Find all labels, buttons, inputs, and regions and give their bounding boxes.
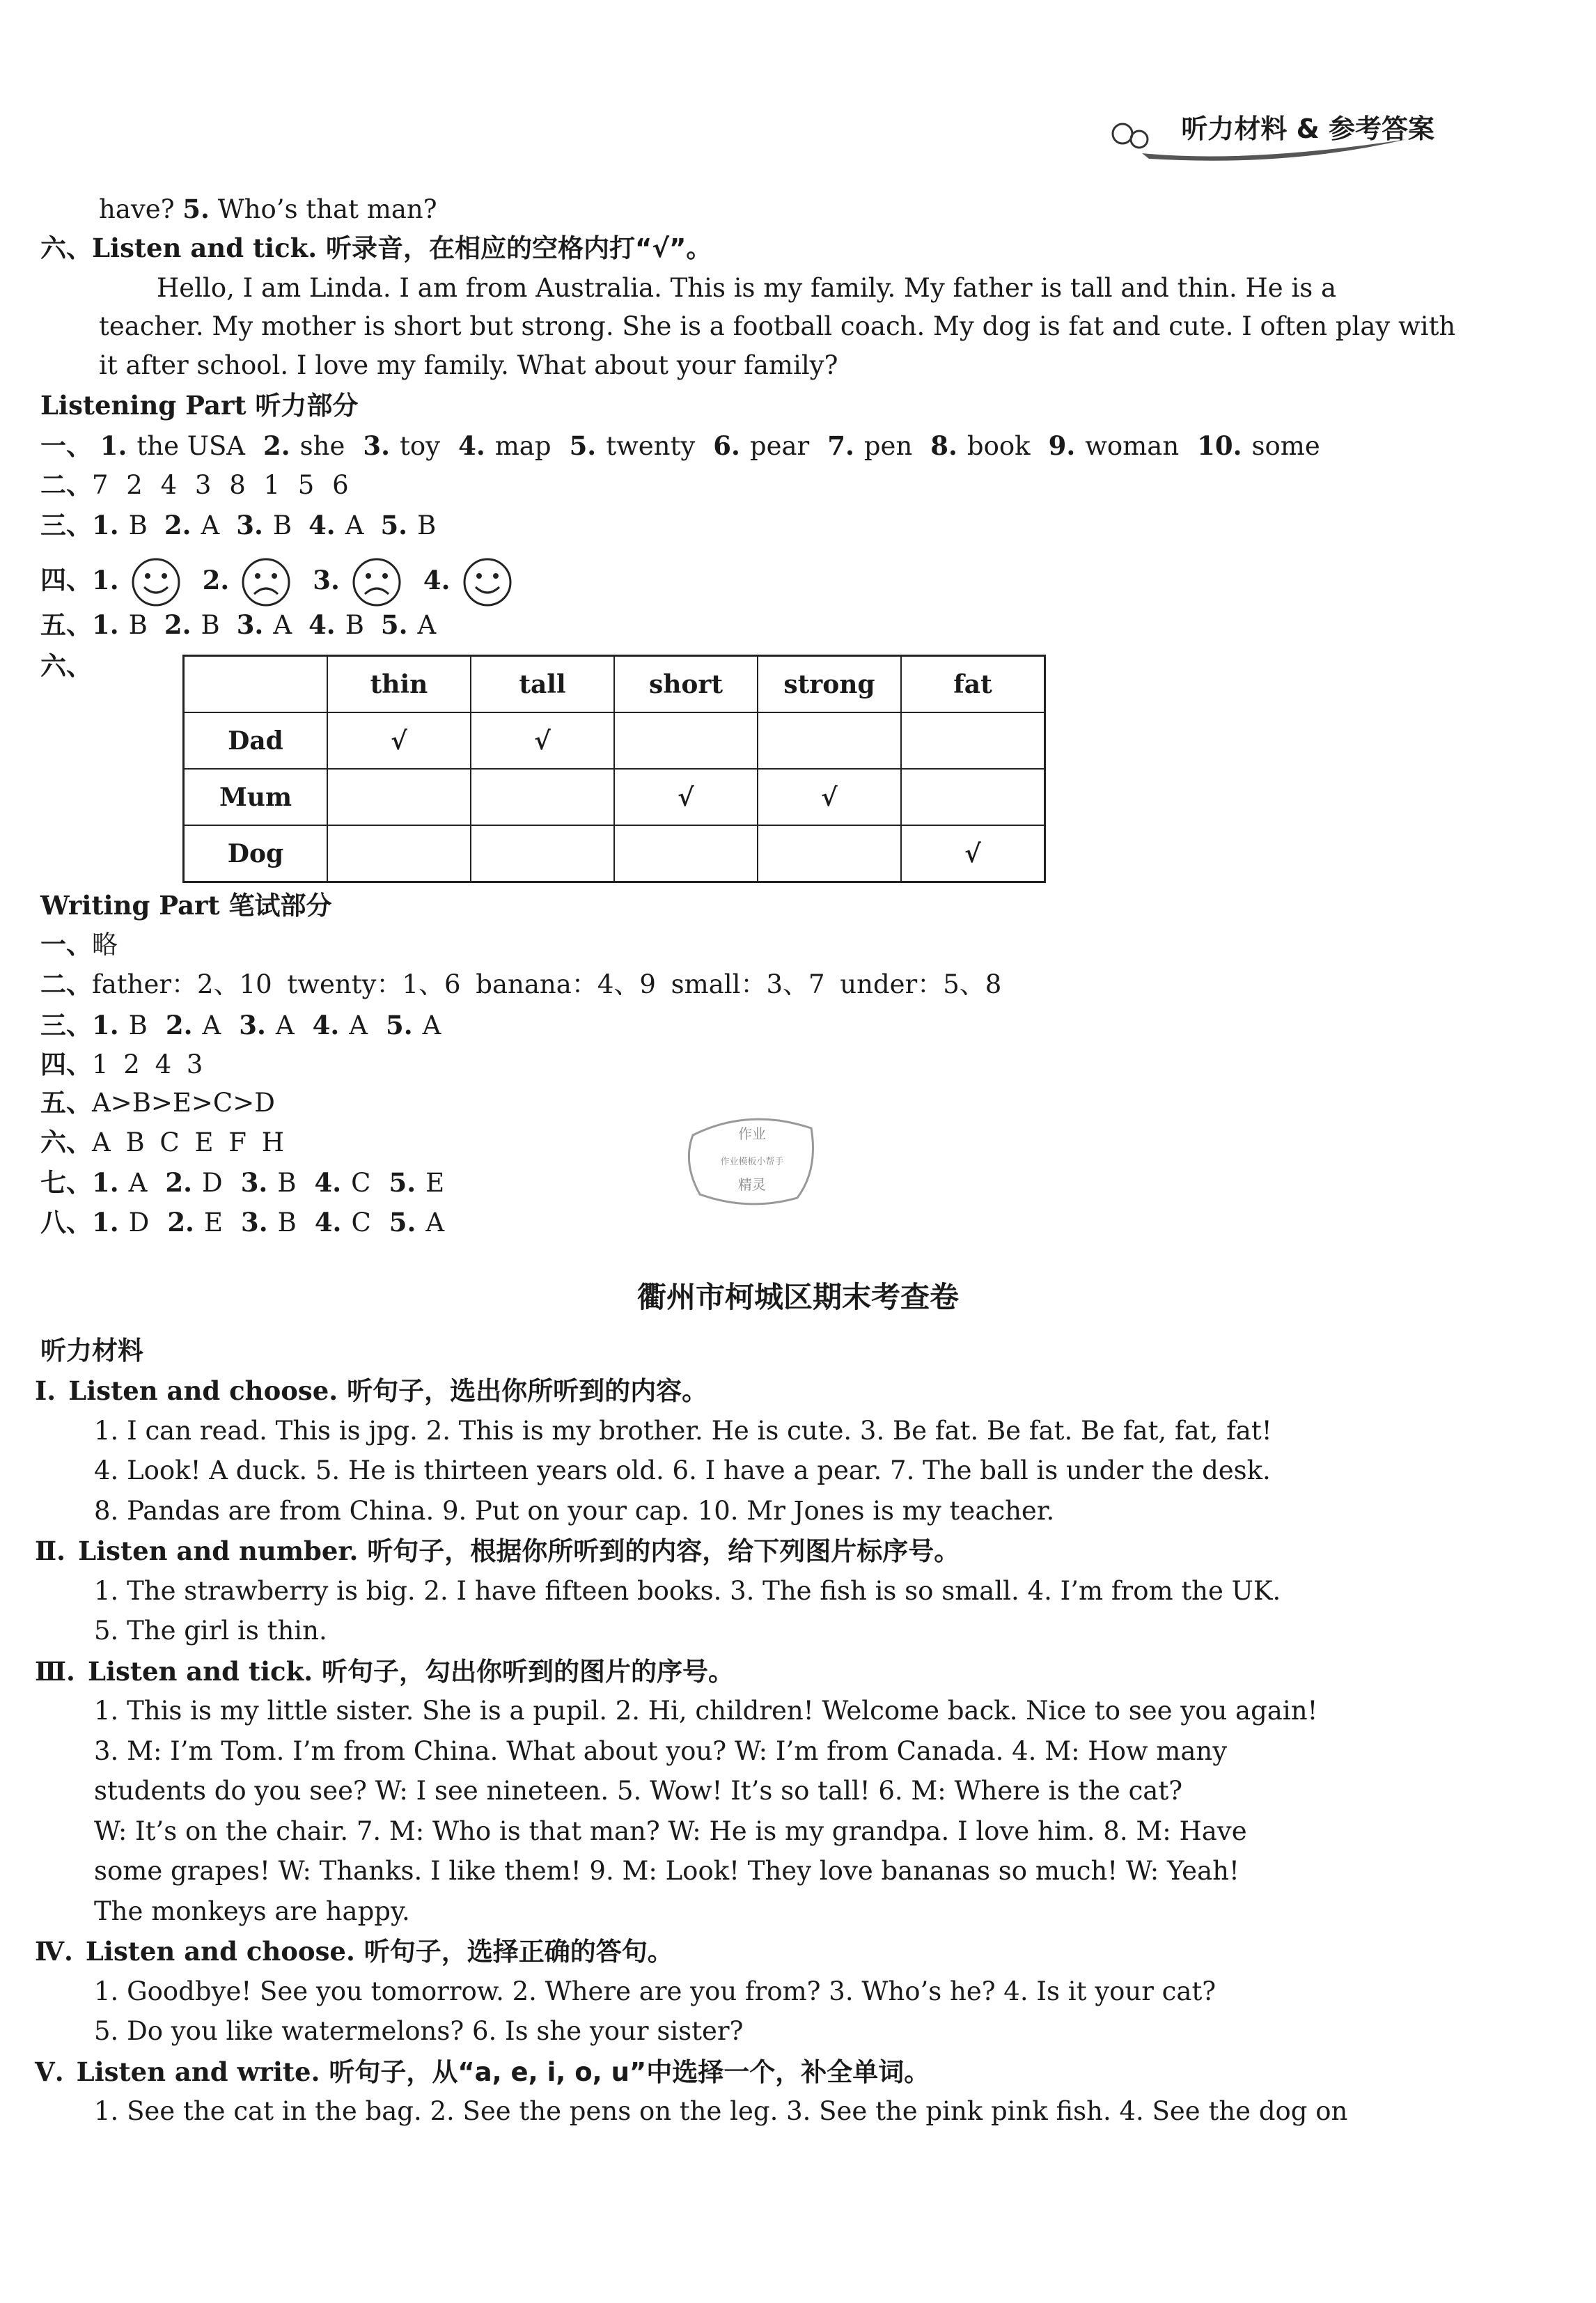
item-answer: A: [417, 610, 437, 640]
item-number: 9.: [1048, 430, 1076, 461]
item-number: 3.: [240, 1207, 268, 1238]
table-cell: √: [327, 712, 471, 769]
exam-section-heading: Ⅴ. Listen and write. 听句子，从“a, e, i, o, u”中选择一个，补全单词。: [35, 2056, 930, 2087]
table-cell: [901, 712, 1045, 769]
item-number: 3.: [236, 609, 264, 640]
passage-line: it after school. I love my family. What about your family?: [99, 350, 838, 380]
item-answer: A: [349, 1010, 368, 1040]
item-number: 4.: [314, 1167, 342, 1198]
table-header-cell: short: [614, 656, 758, 713]
exam-transcript-line: 3. M: I’m Tom. I’m from China. What about you? W: I’m from Canada. 4. M: How many: [94, 1736, 1228, 1766]
passage-line: teacher. My mother is short but strong. She is a football coach. My dog is fat and cute. I often play with: [99, 311, 1456, 341]
writing-answer-row: 八、1. D 2. E 3. B 4. C 5. A: [40, 1207, 445, 1238]
watermark-stamp: [679, 1107, 825, 1212]
exam-transcript-line: 1. The strawberry is big. 2. I have fifteen books. 3. The fish is so small. 4. I’m from the UK.: [94, 1576, 1281, 1606]
exam-section-heading: Ⅳ. Listen and choose. 听句子，选择正确的答句。: [35, 1936, 673, 1967]
item-answer: A: [201, 510, 220, 540]
item-number: 1.: [92, 564, 119, 595]
stamp-middle-text: 作业模板小帮手: [720, 1157, 784, 1167]
writing-answer-row: 四、1 2 4 3: [40, 1049, 203, 1079]
listening-material-heading: 听力材料: [40, 1336, 143, 1366]
table-row-label: Dad: [184, 712, 328, 769]
item-number: 4.: [308, 609, 336, 640]
continuation-line: have? 5. Who’s that man?: [99, 194, 437, 224]
listening-answer-row-6-label: 六、: [40, 651, 92, 681]
item-number: 3.: [239, 1010, 266, 1040]
item-number: 8.: [930, 430, 957, 461]
table-row: [184, 769, 1045, 825]
writing-answer-row: 六、A B C E F H: [40, 1127, 284, 1157]
item-answer: B: [277, 1208, 297, 1238]
stamp-bottom-text: 精灵: [738, 1176, 766, 1193]
item-number: 7.: [827, 430, 854, 461]
header-title: 听力材料 & 参考答案: [1181, 114, 1434, 144]
item-number: 2.: [165, 1010, 193, 1040]
item-answer: A: [275, 1010, 295, 1040]
item-number: 5.: [389, 1207, 416, 1238]
item-number: 1.: [92, 510, 119, 540]
listening-answer-row-4: 四、1. 2. 3. 4.: [40, 555, 515, 609]
exam-title: 衢州市柯城区期末考查卷: [636, 1280, 959, 1314]
table-cell: √: [901, 825, 1045, 882]
item-number: 10.: [1197, 430, 1242, 461]
item-answer: some: [1251, 431, 1320, 461]
item-answer: toy: [400, 431, 441, 461]
item-number: 3.: [363, 430, 391, 461]
sad-face-icon: [239, 555, 293, 609]
item-number: 3.: [240, 1167, 268, 1198]
table-cell: [614, 712, 758, 769]
table-header-cell: tall: [471, 656, 614, 713]
table-row: [184, 712, 1045, 769]
item-answer: A: [425, 1208, 445, 1238]
section-6-heading: 六、Listen and tick. 听录音，在相应的空格内打“√”。: [40, 233, 712, 263]
item-answer: twenty: [606, 431, 696, 461]
exam-transcript-line: 4. Look! A duck. 5. He is thirteen years old. 6. I have a pear. 7. The ball is under the desk.: [94, 1455, 1271, 1485]
exam-transcript-line: 1. Goodbye! See you tomorrow. 2. Where are you from? 3. Who’s he? 4. Is it your cat?: [94, 1976, 1216, 2006]
sad-face-icon: [350, 555, 404, 609]
item-number: 1.: [92, 1207, 119, 1238]
item-number: 1.: [92, 609, 119, 640]
writing-answer-row: 一、略: [40, 930, 118, 960]
item-number: 2.: [167, 1207, 194, 1238]
exam-section-heading: Ⅱ. Listen and number. 听句子，根据你所听到的内容，给下列图片标序号。: [35, 1536, 960, 1566]
table-cell: [758, 825, 901, 882]
item-number: 3.: [236, 510, 263, 540]
exam-section-heading: Ⅰ. Listen and choose. 听句子，选出你所听到的内容。: [35, 1375, 708, 1406]
exam-transcript-line: students do you see? W: I see nineteen. 5. Wow! It’s so tall! 6. M: Where is the cat?: [94, 1776, 1183, 1806]
item-answer: C: [351, 1168, 371, 1198]
item-number: 4.: [308, 510, 336, 540]
exam-transcript-line: 5. The girl is thin.: [94, 1616, 327, 1646]
item-number: 2.: [165, 1167, 193, 1198]
item-answer: pen: [863, 431, 913, 461]
writing-answer-row: 七、1. A 2. D 3. B 4. C 5. E: [40, 1167, 445, 1198]
table-cell: √: [614, 769, 758, 825]
item-number: 6.: [713, 430, 740, 461]
table-cell: [471, 769, 614, 825]
table-header-cell: strong: [758, 656, 901, 713]
table-cell: [327, 769, 471, 825]
listening-answer-row-3: 三、1. B 2. A 3. B 4. A 5. B: [40, 510, 437, 540]
exam-transcript-line: 1. This is my little sister. She is a pupil. 2. Hi, children! Welcome back. Nice to see you again!: [94, 1696, 1318, 1726]
table-row-label: Dog: [184, 825, 328, 882]
item-answer: B: [128, 610, 148, 640]
item-number: 2.: [263, 430, 290, 461]
table-header-cell: fat: [901, 656, 1045, 713]
item-answer: D: [128, 1208, 150, 1238]
stamp-top-text: 作业: [738, 1125, 766, 1142]
item-number: 4.: [314, 1207, 342, 1238]
item-answer: woman: [1085, 431, 1180, 461]
table-header-row: [184, 656, 1045, 713]
item-answer: B: [201, 610, 220, 640]
table-cell: √: [471, 712, 614, 769]
item-number: 1.: [92, 1010, 119, 1040]
item-number: 5.: [389, 1167, 416, 1198]
item-answer: map: [494, 431, 551, 461]
passage-line: Hello, I am Linda. I am from Australia. This is my family. My father is tall and thin. He is a: [157, 273, 1337, 303]
item-number: 4.: [423, 564, 451, 595]
item-number: 2.: [164, 609, 191, 640]
exam-section-heading: Ⅲ. Listen and tick. 听句子，勾出你听到的图片的序号。: [35, 1656, 734, 1687]
item-answer: B: [272, 510, 292, 540]
listening-part-heading: Listening Part 听力部分: [40, 390, 359, 421]
item-answer: C: [351, 1208, 371, 1238]
table-cell: [901, 769, 1045, 825]
exam-transcript-line: 1. See the cat in the bag. 2. See the pens on the leg. 3. See the pink pink fish. 4. See the dog on: [94, 2096, 1348, 2126]
table-row-label: Mum: [184, 769, 328, 825]
item-number: 2.: [202, 564, 230, 595]
exam-transcript-line: 8. Pandas are from China. 9. Put on your cap. 10. Mr Jones is my teacher.: [94, 1496, 1055, 1526]
listening-answer-row-2: 二、7 2 4 3 8 1 5 6: [40, 470, 349, 500]
table-header-cell: thin: [327, 656, 471, 713]
writing-answer-row: 五、A>B>E>C>D: [40, 1088, 275, 1118]
writing-answer-row: 三、1. B 2. A 3. A 4. A 5. A: [40, 1010, 441, 1040]
item-answer: D: [202, 1168, 223, 1198]
item-answer: pear: [749, 431, 810, 461]
item-number: 2.: [164, 510, 191, 540]
item-answer: B: [128, 1010, 148, 1040]
item-number: 5.: [380, 510, 408, 540]
table-cell: √: [758, 769, 901, 825]
item-answer: book: [967, 431, 1031, 461]
exam-transcript-line: 5. Do you like watermelons? 6. Is she your sister?: [94, 2016, 744, 2046]
item-answer: the USA: [136, 431, 246, 461]
smiley-face-icon: [129, 555, 183, 609]
exam-transcript-line: 1. I can read. This is jpg. 2. This is my brother. He is cute. 3. Be fat. Be fat. Be fat, fat, fat!: [94, 1416, 1272, 1446]
table-cell: [614, 825, 758, 882]
item-number: 5.: [380, 609, 408, 640]
listening-answer-row-5: 五、1. B 2. B 3. A 4. B 5. A: [40, 609, 437, 640]
writing-part-heading: Writing Part 笔试部分: [40, 890, 332, 921]
item-answer: B: [417, 510, 437, 540]
item-answer: B: [277, 1168, 297, 1198]
item-number: 5.: [385, 1010, 413, 1040]
table-cell: [471, 825, 614, 882]
item-answer: B: [128, 510, 148, 540]
item-answer: B: [345, 610, 364, 640]
item-answer: A: [273, 610, 292, 640]
item-answer: A: [128, 1168, 148, 1198]
item-answer: A: [345, 510, 364, 540]
item-answer: A: [202, 1010, 221, 1040]
exam-transcript-line: some grapes! W: Thanks. I like them! 9. M: Look! They love bananas so much! W: Yeah!: [94, 1856, 1239, 1886]
writing-answer-row: 二、father：2、10 twenty：1、6 banana：4、9 small：3、7 under：5、8: [40, 969, 1002, 999]
running-header: [1107, 97, 1441, 174]
item-number: 4.: [312, 1010, 340, 1040]
item-number: 3.: [313, 564, 340, 595]
item-answer: E: [203, 1208, 223, 1238]
table-cell: [327, 825, 471, 882]
tick-table: [182, 655, 1046, 883]
item-answer: she: [299, 431, 345, 461]
item-number: 1.: [100, 430, 127, 461]
smiley-face-icon: [460, 555, 515, 609]
item-answer: A: [422, 1010, 441, 1040]
item-answer: E: [425, 1168, 445, 1198]
table-cell: [758, 712, 901, 769]
table-header-cell: [184, 656, 328, 713]
item-number: 5.: [569, 430, 597, 461]
item-number: 4.: [458, 430, 485, 461]
listening-answer-row-1: 一、 1. the USA 2. she 3. toy 4. map 5. twenty 6. pear 7. pen 8. book 9. woman 10. some: [40, 430, 1320, 461]
item-number: 1.: [92, 1167, 119, 1198]
exam-transcript-line: W: It’s on the chair. 7. M: Who is that man? W: He is my grandpa. I love him. 8. M: Have: [94, 1816, 1247, 1846]
table-row: [184, 825, 1045, 882]
exam-transcript-line: The monkeys are happy.: [94, 1896, 410, 1926]
